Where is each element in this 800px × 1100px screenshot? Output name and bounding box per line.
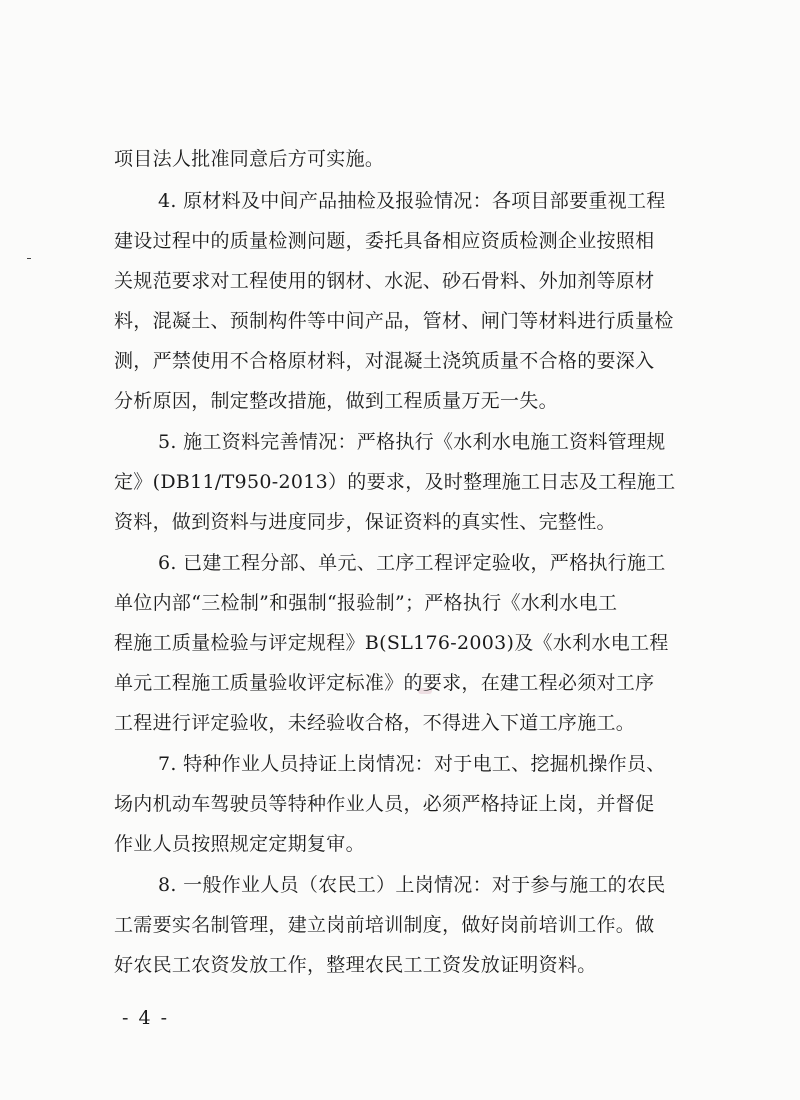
text-line: 程施工质量检验与评定规程》B(SL176-2003)及《水利水电工程 [114,632,669,654]
text-line: 4. 原材料及中间产品抽检及报验情况：各项目部要重视工程 [158,190,666,212]
text-line: 单位内部“三检制”和强制“报验制”；严格执行《水利水电工 [114,592,618,614]
text-line: 建设过程中的质量检测问题，委托具备相应资质检测企业按照相 [114,230,655,252]
text-line: 测，严禁使用不合格原材料，对混凝土浇筑质量不合格的要深入 [114,350,655,372]
text-line: 5. 施工资料完善情况：严格执行《水利水电施工资料管理规 [158,431,666,453]
text-line: 8. 一般作业人员（农民工）上岗情况：对于参与施工的农民 [158,874,666,896]
text-line: 定》(DB11/T950-2013）的要求，及时整理施工日志及工程施工 [114,471,676,493]
text-line: 单元工程施工质量验收评定标准》的要求，在建工程必须对工序 [114,672,655,694]
text-line: 项目法人批准同意后方可实施。 [114,148,385,170]
page-number: - 4 - [122,1007,170,1029]
text-line: 工程进行评定验收，未经验收合格，不得进入下道工序施工。 [114,712,636,734]
text-line: 作业人员按照规定定期复审。 [114,833,365,855]
text-line: 7. 特种作业人员持证上岗情况：对于电工、挖掘机操作员、 [158,753,666,775]
text-line: 场内机动车驾驶员等特种作业人员，必须严格持证上岗，并督促 [114,793,655,815]
text-line: 工需要实名制管理，建立岗前培训制度，做好岗前培训工作。做 [114,914,655,936]
text-line: 料，混凝土、预制构件等中间产品，管材、闸门等材料进行质量检 [114,310,674,332]
text-line: 好农民工农资发放工作，整理农民工工资发放证明资料。 [114,954,597,976]
text-line: 分析原因，制定整改措施，做到工程质量万无一失。 [114,390,558,412]
scan-margin-mark [27,258,31,259]
text-line: 6. 已建工程分部、单元、工序工程评定验收，严格执行施工 [158,552,666,574]
text-line: 资料，做到资料与进度同步，保证资料的真实性、完整性。 [114,511,616,533]
text-line: 关规范要求对工程使用的钢材、水泥、砂石骨料、外加剂等原材 [114,270,655,292]
